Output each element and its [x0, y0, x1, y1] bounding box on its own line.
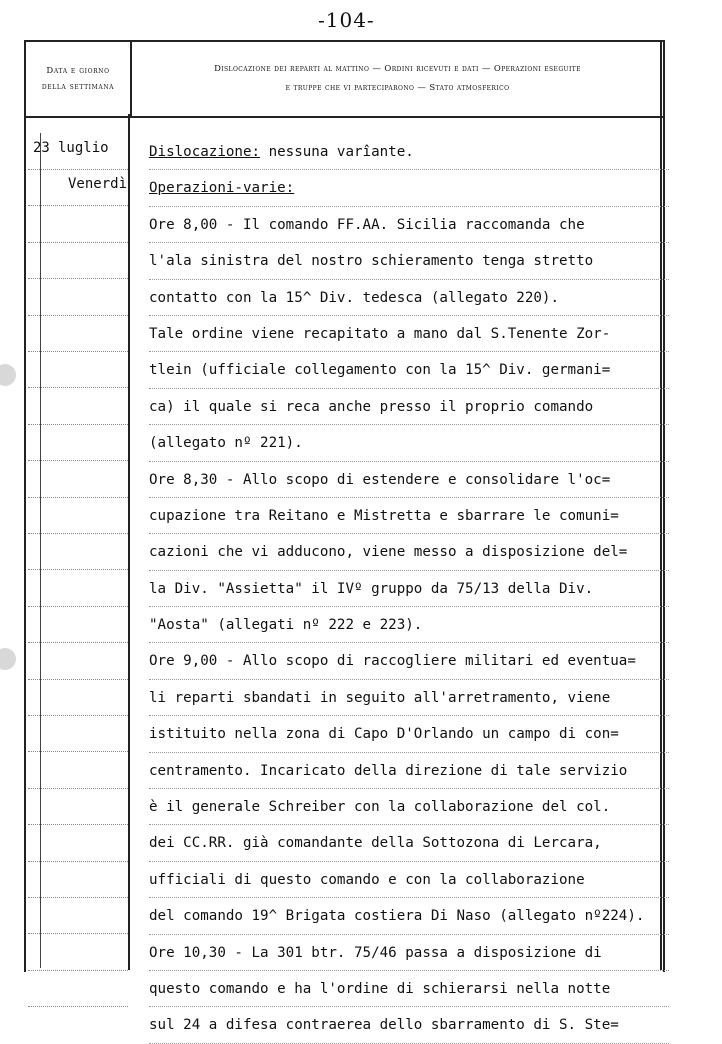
date-column-rule	[28, 532, 128, 534]
text-line	[149, 534, 669, 570]
date-column-rule	[28, 969, 128, 971]
line-text: Ore 9,00 - Allo scopo di raccogliere militari ed eventua=	[149, 653, 636, 670]
date-column-rule	[28, 860, 128, 862]
line-text: istituito nella zona di Capo D'Orlando un campo di con=	[149, 726, 619, 743]
date-column-rule	[28, 787, 128, 789]
text-line	[149, 170, 669, 206]
text-line	[149, 498, 669, 534]
line-text: questo comando e ha l'ordine di schierarsi nella notte	[149, 980, 611, 997]
date-column-rule	[28, 714, 128, 716]
line-text: contatto con la 15^ Div. tedesca (allegato 220).	[149, 289, 559, 306]
line-text: è il generale Schreiber con la collaborazione del col.	[149, 799, 611, 816]
line-text: dei CC.RR. già comandante della Sottozona di Lercara,	[149, 835, 602, 852]
date-column-rule	[28, 423, 128, 425]
date-column-rule	[28, 932, 128, 934]
date-column-rule	[28, 896, 128, 898]
text-line	[149, 898, 669, 934]
entry-month: luglio	[58, 140, 109, 156]
line-text: tlein (ufficiale collegamento con la 15^ Div. germani=	[149, 362, 611, 379]
text-line	[149, 207, 669, 243]
date-column-rule	[28, 386, 128, 388]
text-line	[149, 680, 669, 716]
text-line	[149, 280, 669, 316]
entry-weekday: Venerdì	[68, 176, 128, 192]
date-header-line2: della settimana	[41, 82, 115, 92]
entry-day: 23	[33, 140, 50, 156]
date-column-header	[26, 42, 132, 116]
day-column-divider	[40, 133, 41, 968]
line-text: cazioni che vi adducono, viene messo a disposizione del=	[149, 544, 628, 561]
text-line	[149, 753, 669, 789]
content-header-line2: e truppe che vi parteciparono — Stato atmosferico	[285, 83, 510, 93]
text-line	[149, 425, 669, 461]
date-column-rule	[28, 823, 128, 825]
date-column-rule	[28, 350, 128, 352]
diary-text	[149, 134, 669, 1044]
text-line	[149, 935, 669, 971]
punch-hole	[0, 364, 16, 386]
text-line	[149, 389, 669, 425]
line-text: l'ala sinistra del nostro schieramento tenga stretto	[149, 253, 594, 270]
date-column-rule	[28, 568, 128, 570]
line-text: ca) il quale si reca anche presso il proprio comando	[149, 398, 594, 415]
line-text: "Aosta" (allegati nº 222 e 223).	[149, 617, 423, 634]
text-line	[149, 862, 669, 898]
date-column-rule	[28, 605, 128, 607]
line-text: Ore 10,30 - La 301 btr. 75/46 passa a disposizione di	[149, 944, 602, 961]
date-column-rule	[28, 204, 128, 206]
line-text: li reparti sbandati in seguito all'arretramento, viene	[149, 689, 611, 706]
date-column-rule	[28, 641, 128, 643]
text-line	[149, 971, 669, 1007]
date-column-rule	[28, 241, 128, 243]
date-column-rule	[28, 168, 128, 170]
page-number: -104-	[318, 8, 375, 32]
date-column-rule	[28, 1005, 128, 1007]
section-heading: Operazioni-varie:	[149, 180, 295, 197]
date-column-divider	[128, 114, 130, 970]
text-line	[149, 1007, 669, 1043]
content-column-header	[132, 42, 663, 116]
section-heading: Dislocazione:	[149, 144, 261, 160]
text-line	[149, 134, 669, 170]
line-text: Ore 8,00 - Il comando FF.AA. Sicilia raccomanda che	[149, 216, 585, 233]
date-column-rule	[28, 750, 128, 752]
text-line	[149, 462, 669, 498]
table-header	[26, 42, 663, 118]
line-text: centramento. Incaricato della direzione di tale servizio	[149, 762, 628, 779]
text-line	[149, 716, 669, 752]
line-text: (allegato nº 221).	[149, 435, 303, 452]
text-line	[149, 789, 669, 825]
date-column-rule	[28, 678, 128, 680]
date-header-line1: Data e giorno	[46, 66, 110, 76]
punch-hole	[0, 648, 16, 670]
date-column-rule	[28, 277, 128, 279]
line-text: sul 24 a difesa contraerea dello sbarramento di S. Ste=	[149, 1017, 619, 1034]
line-text: Tale ordine viene recapitato a mano dal S.Tenente Zor-	[149, 325, 611, 342]
content-header-line1: Dislocazione dei reparti al mattino — Ordini ricevuti e dati — Operazioni eseguite	[214, 64, 581, 74]
line-text: del comando 19^ Brigata costiera Di Naso (allegato nº224).	[149, 908, 645, 925]
line-text: la Div. "Assietta" il IVº gruppo da 75/13 della Div.	[149, 580, 594, 597]
text-line	[149, 316, 669, 352]
text-line	[149, 643, 669, 679]
text-line	[149, 352, 669, 388]
text-line	[149, 243, 669, 279]
line-text: Ore 8,30 - Allo scopo di estendere e consolidare l'oc=	[149, 471, 611, 488]
text-line	[149, 607, 669, 643]
line-text: ufficiali di questo comando e con la collaborazione	[149, 871, 585, 888]
date-column-rule	[28, 459, 128, 461]
line-text: cupazione tra Reitano e Mistretta e sbarrare le comuni=	[149, 507, 619, 524]
text-line	[149, 825, 669, 861]
line-text: nessuna varîante.	[260, 144, 414, 160]
date-column-rule	[28, 314, 128, 316]
date-column-rule	[28, 496, 128, 498]
text-line	[149, 571, 669, 607]
